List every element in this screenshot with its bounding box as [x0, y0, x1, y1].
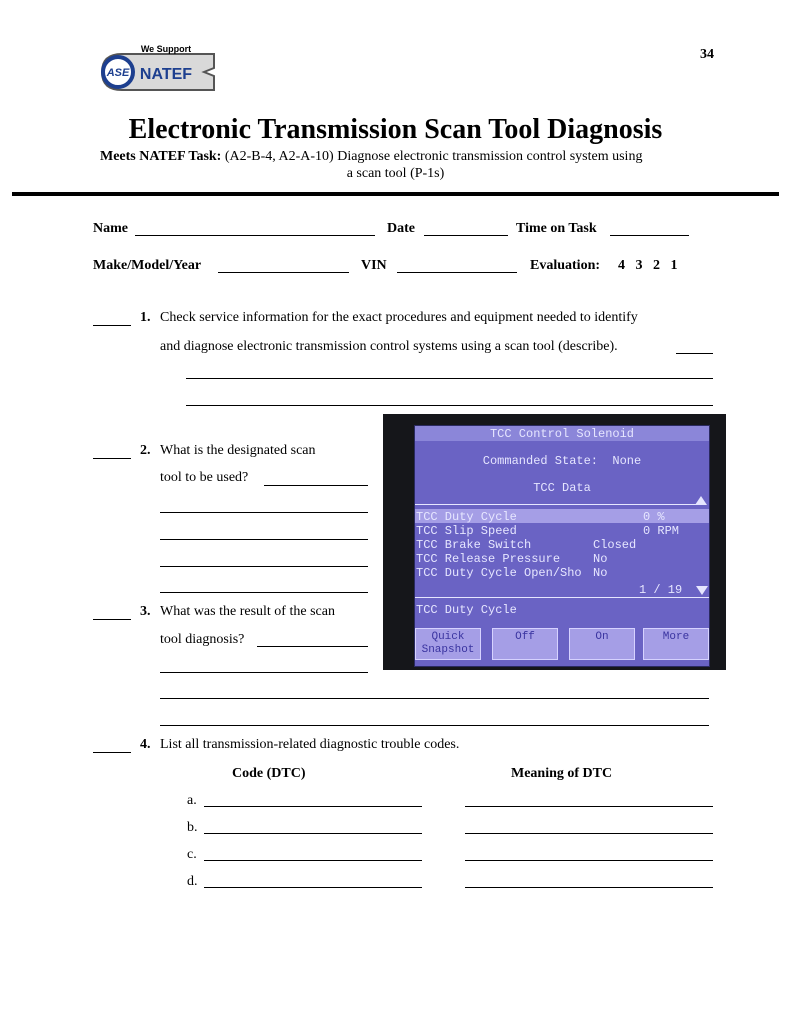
- q2-answer-line[interactable]: [264, 485, 368, 486]
- data-row-label[interactable]: TCC Duty Cycle Open/Sho: [416, 566, 582, 580]
- svg-text:ASE: ASE: [106, 67, 130, 79]
- make-model-year-label: Make/Model/Year: [93, 258, 202, 273]
- screen-header: TCC Control Solenoid: [489, 427, 635, 441]
- pager-divider: [415, 597, 709, 598]
- pager: 1 / 19: [639, 583, 683, 597]
- task-text: (A2-B-4, A2-A-10) Diagnose electronic transmission control system using: [224, 149, 643, 164]
- natef-logo: [96, 42, 218, 102]
- q1-text-2: and diagnose electronic transmission control systems using a scan tool (describe).: [160, 339, 618, 354]
- q2-answer-line[interactable]: [160, 566, 368, 567]
- q4-number: 4.: [140, 737, 151, 752]
- time-on-task-label: Time on Task: [516, 221, 597, 236]
- page-number: 34: [700, 47, 714, 62]
- q2-text: What is the designated scan: [160, 443, 316, 458]
- selected-parameter: TCC Duty Cycle: [416, 603, 517, 617]
- q2-answer-line[interactable]: [160, 539, 368, 540]
- dtc-meaning-header: Meaning of DTC: [511, 766, 613, 781]
- svg-text:We Support: We Support: [140, 44, 192, 54]
- time-on-task-field[interactable]: [610, 235, 689, 236]
- q2-number: 2.: [140, 443, 151, 458]
- dtc-meaning-field[interactable]: [465, 833, 713, 834]
- dtc-row-letter: a.: [187, 793, 197, 808]
- quick-snapshot-button[interactable]: Quick Snapshot: [415, 628, 481, 660]
- q3-number: 3.: [140, 604, 151, 619]
- data-row-value: Closed: [593, 538, 637, 552]
- q2-text-2: tool to be used?: [160, 470, 249, 485]
- task-line-1: [100, 149, 642, 165]
- evaluation-label: Evaluation:: [530, 258, 601, 273]
- name-label: Name: [93, 221, 128, 236]
- on-button[interactable]: On: [569, 628, 635, 660]
- date-field[interactable]: [424, 235, 508, 236]
- q3-answer-line[interactable]: [257, 646, 368, 647]
- q1-answer-line[interactable]: [676, 353, 713, 354]
- commanded-state: Commanded State: None: [482, 454, 642, 468]
- q3-answer-line[interactable]: [160, 672, 368, 673]
- data-row-value: No: [593, 552, 608, 566]
- data-row-value: No: [593, 566, 608, 580]
- page-title: Electronic Transmission Scan Tool Diagnosis: [128, 114, 663, 145]
- dtc-row-letter: b.: [187, 820, 198, 835]
- scan-tool-screen: [414, 425, 710, 667]
- q1-answer-line[interactable]: [186, 378, 713, 379]
- q4-text: List all transmission-related diagnostic trouble codes.: [160, 737, 460, 752]
- dtc-code-field[interactable]: [204, 833, 422, 834]
- more-button[interactable]: More: [643, 628, 709, 660]
- dtc-row-letter: d.: [187, 874, 198, 889]
- data-row-label[interactable]: TCC Duty Cycle: [416, 510, 517, 524]
- make-model-year-field[interactable]: [218, 272, 349, 273]
- q3-check-blank[interactable]: [93, 619, 131, 620]
- section-divider: [415, 504, 697, 505]
- q2-answer-line[interactable]: [160, 512, 368, 513]
- data-row-value: 0 RPM: [643, 524, 680, 538]
- q3-text: What was the result of the scan: [160, 604, 335, 619]
- q1-number: 1.: [140, 310, 151, 325]
- q1-text: Check service information for the exact procedures and equipment needed to identify: [160, 310, 638, 325]
- q3-answer-line[interactable]: [160, 698, 709, 699]
- data-row-value: 0 %: [643, 510, 665, 524]
- q4-check-blank[interactable]: [93, 752, 131, 753]
- scroll-up-icon[interactable]: [695, 496, 707, 505]
- q2-answer-line[interactable]: [160, 592, 368, 593]
- section-title: TCC Data: [533, 481, 591, 495]
- dtc-meaning-field[interactable]: [465, 887, 713, 888]
- q1-check-blank[interactable]: [93, 325, 131, 326]
- dtc-meaning-field[interactable]: [465, 860, 713, 861]
- q3-answer-line[interactable]: [160, 725, 709, 726]
- task-line-2: a scan tool (P-1s): [346, 166, 445, 181]
- name-field[interactable]: [135, 235, 375, 236]
- date-label: Date: [387, 221, 415, 236]
- dtc-meaning-field[interactable]: [465, 806, 713, 807]
- vin-field[interactable]: [397, 272, 517, 273]
- task-label: Meets NATEF Task:: [100, 149, 222, 164]
- dtc-code-header: Code (DTC): [232, 766, 306, 781]
- scroll-down-icon[interactable]: [696, 586, 708, 595]
- evaluation-scores[interactable]: 4 3 2 1: [618, 258, 678, 273]
- scan-tool-photo: [383, 414, 726, 670]
- svg-text:NATEF: NATEF: [139, 66, 193, 83]
- off-button[interactable]: Off: [492, 628, 558, 660]
- title-divider: [12, 192, 779, 196]
- data-row-label[interactable]: TCC Release Pressure: [416, 552, 561, 566]
- data-row-label[interactable]: TCC Slip Speed: [416, 524, 517, 538]
- dtc-code-field[interactable]: [204, 860, 422, 861]
- data-row-label[interactable]: TCC Brake Switch: [416, 538, 532, 552]
- q1-answer-line[interactable]: [186, 405, 713, 406]
- q2-check-blank[interactable]: [93, 458, 131, 459]
- dtc-code-field[interactable]: [204, 887, 422, 888]
- dtc-code-field[interactable]: [204, 806, 422, 807]
- vin-label: VIN: [361, 258, 387, 273]
- q3-text-2: tool diagnosis?: [160, 632, 245, 647]
- dtc-row-letter: c.: [187, 847, 197, 862]
